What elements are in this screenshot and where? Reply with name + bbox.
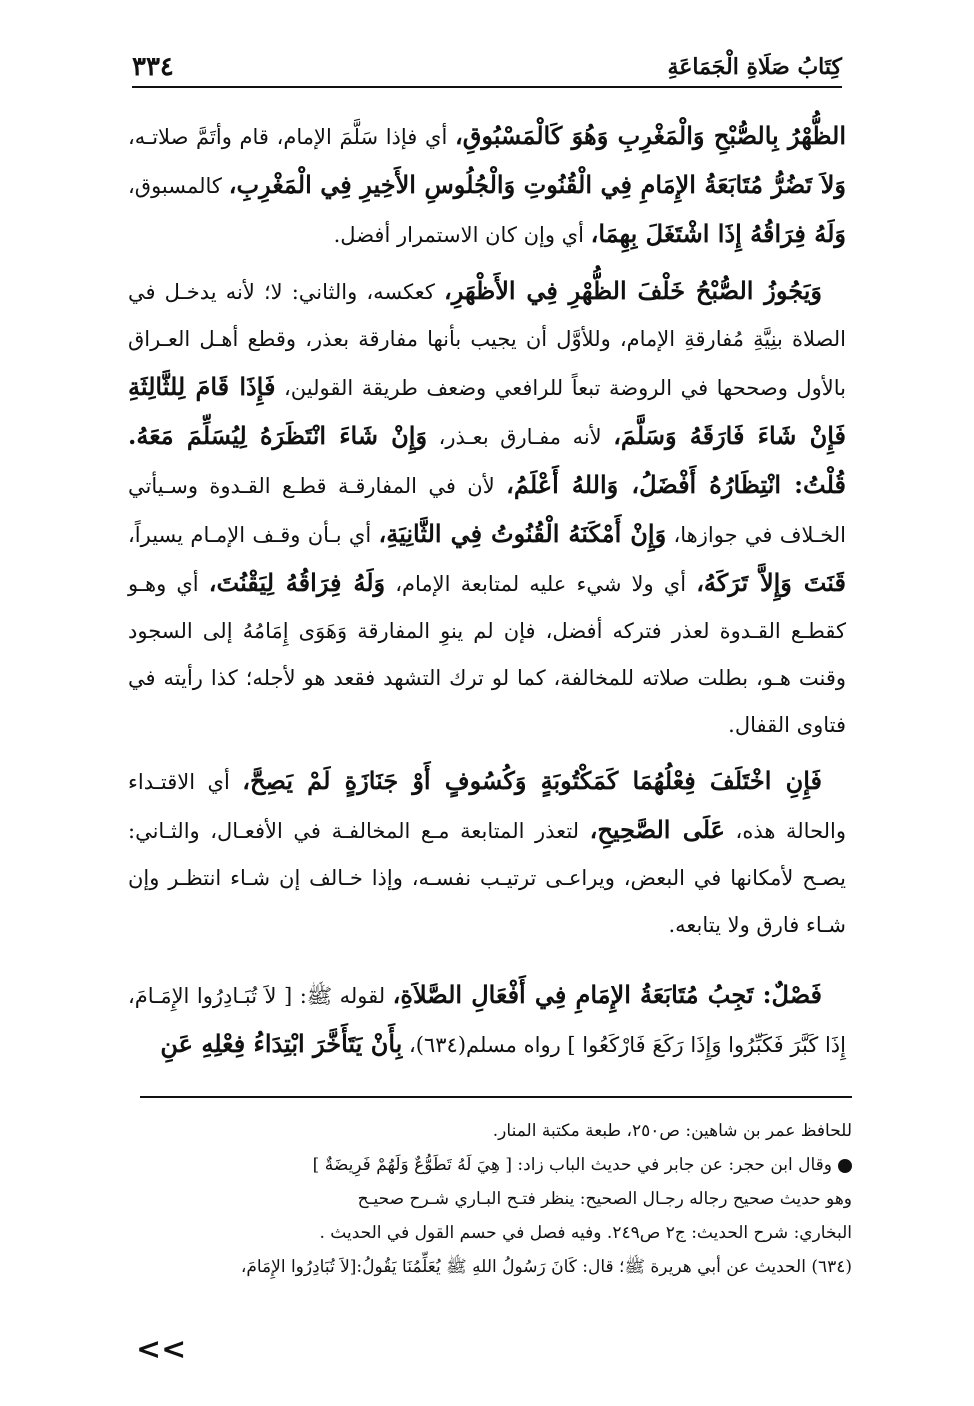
paragraph <box>128 971 846 1069</box>
footnote-line: (٦٣٤) الحديث عن أبي هريرة ﷺ؛ قال: كَانَ رَسُولُ اللهِ ﷺ يُعَلِّمُنَا يَقُولُ:[لاَ تُبَادِرُوا الإِمَامَ، <box>240 1257 852 1277</box>
paragraph-gap <box>128 957 846 971</box>
sharh-text: لأن في المفارقـة قطـع القـدوة وسـيأتي الخـلاف في جوازها، <box>128 474 846 547</box>
sharh-text: لأنه مفـارق بعـذر، <box>427 425 614 449</box>
matn-text: وَلَهُ فِرَاقُهُ إِذَا اشْتَغَلَ بِهِمَا، <box>590 219 846 248</box>
main-text <box>128 112 846 1077</box>
sharh-text: أي وإن كان الاستمرار أفضل. <box>333 223 591 247</box>
footnote-line: وهو حديث صحيح رجاله رجـال الصحيح: ينظر فتـح البـاري شـرح صحيـح <box>357 1189 852 1209</box>
matn-text: وَيَجُوزُ الصُّبْحُ خَلْفَ الظُّهْرِ فِي الأَظْهَرِ، <box>444 276 822 305</box>
matn-text: فَإِنِ اخْتَلَفَ فِعْلُهُمَا كَمَكْتُوبَةٍ وَكُسُوفٍ أَوْ جَنَازَةٍ لَمْ يَصِحَّ، <box>242 766 822 795</box>
footnotes <box>140 1114 852 1284</box>
sharh-text: كالمسبوق، <box>128 174 229 198</box>
running-header <box>132 52 842 88</box>
chapter-title: كِتَابُ صَلَاةِ الْجَمَاعَةِ <box>667 54 842 80</box>
sharh-text: كعكسه، والثاني: لا؛ لأنه يدخـل في الصلاة بنِيَّةِ مُفارقةِ الإمام، وللأوَّل أن يجيب بأنها مفارقة بعذر، وقطع أهـل العـراق بالأول وصححها في الروضة تبعاً للرافعي وضعف طريقة القولين، <box>128 280 847 400</box>
footnote-line: للحافظ عمر بن شاهين: ص٢٥٠، طبعة مكتبة المنار. <box>492 1121 852 1141</box>
matn-text: عَلَى الصَّحِيحِ، <box>589 815 725 844</box>
matn-text: وَلاَ تَضُرُّ مُتَابَعَةُ الإِمَامِ فِي الْقُنُوتِ وَالْجُلُوسِ الأَخِيرِ فِي الْمَغْرِبِ، <box>228 170 846 199</box>
sharh-text: لقوله ﷺ: [ لاَ تُبَـادِرُوا الإِمَـامَ، إِذَا كَبَّرَ فَكَبِّرُوا وَإِذَا رَكَعَ فَارْكَعُوا ] رواه مسلم(٦٣٤)، <box>128 984 846 1057</box>
page-number: ٣٣٤ <box>132 52 174 82</box>
sharh-text: لتعذر المتابعة مـع المخالفـة في الأفعـال، والثـاني: يصـح لأمكانها في البعض، ويراعـى ترتيـب نفسـه، وإذا خـالف إن شـاء انتظـر وإن شـاء فارق ولا يتابعه. <box>128 819 846 937</box>
paragraph <box>128 757 846 949</box>
matn-text: الظُّهْرُ بِالصُّبْحِ وَالْمَغْرِبِ وَهُوَ كَالْمَسْبُوقِ، <box>454 121 847 150</box>
catchword-marker: << <box>136 1332 187 1367</box>
footnote-line: البخاري: شرح الحديث: ج٢ ص٢٤٩. وفيه فصل في حسم القول في الحديث . <box>319 1223 852 1243</box>
footnote-line <box>140 1148 852 1182</box>
matn-text: وَإِنْ أَمْكَنَهُ الْقُنُوتُ فِي الثَّانِيَةِ، <box>378 519 667 548</box>
section-heading: فَصْلٌ: تَجِبُ مُتَابَعَةُ الإِمَامِ فِي أَفْعَالِ الصَّلاَةِ، <box>392 980 822 1009</box>
paragraph <box>128 267 846 749</box>
matn-text: فَإِذَا قَامَ لِلثَّالِثَةِ فَإِنْ شَاءَ فَارَقَهُ وَسَلَّمَ، <box>128 372 847 450</box>
footnote-text: وقال ابن حجر: عن جابر في حديث الباب زاد: [ هِيَ لَهُ تَطَوُّعٌ وَلَهُمْ فَرِيضَةٌ ] <box>312 1155 832 1175</box>
sharh-text: أي وهـو كقطـع القـدوة لعذر فتركه أفضل، فإن لم ينوِ المفارقة وَهَوَى إِمَامُهُ إلى السجود وقنت هـو، بطلت صلاته للمخالفة، كما لو ترك التشهد فقعد هو لأجله؛ كذا رأيته في فتاوى القفال. <box>128 572 846 737</box>
paragraph <box>128 112 846 259</box>
sharh-text: أي فإذا سَلَّمَ الإمام، قام وأتَمَّ صلاتـه، <box>128 125 455 149</box>
matn-text: وَإِنْ شَاءَ انْتَظَرَهُ لِيُسَلِّمَ مَعَهُ. قُلْتُ: انْتِظَارُهُ أَفْضَلُ، وَاللهُ أَعْلَمُ، <box>128 421 846 499</box>
bullet-icon <box>838 1159 852 1173</box>
matn-text: وَلَهُ فِرَاقُهُ لِيَقْنُتَ، <box>208 568 386 597</box>
sharh-text: أي الاقتـداء والحالة هذه، <box>128 770 847 843</box>
sharh-text: أي ولا شيء عليه لمتابعة الإمام، <box>385 572 697 596</box>
sharh-text: أي بـأن وقـف الإمـام يسيراً، <box>128 523 379 547</box>
footnote-divider <box>140 1096 852 1098</box>
matn-text: قَنَتَ وَإِلاَّ تَرَكَهُ، <box>696 568 846 597</box>
matn-text: بِأَنْ يَتَأَخَّرَ ابْتِدَاءُ فِعْلِهِ عَنِ <box>160 1029 403 1058</box>
